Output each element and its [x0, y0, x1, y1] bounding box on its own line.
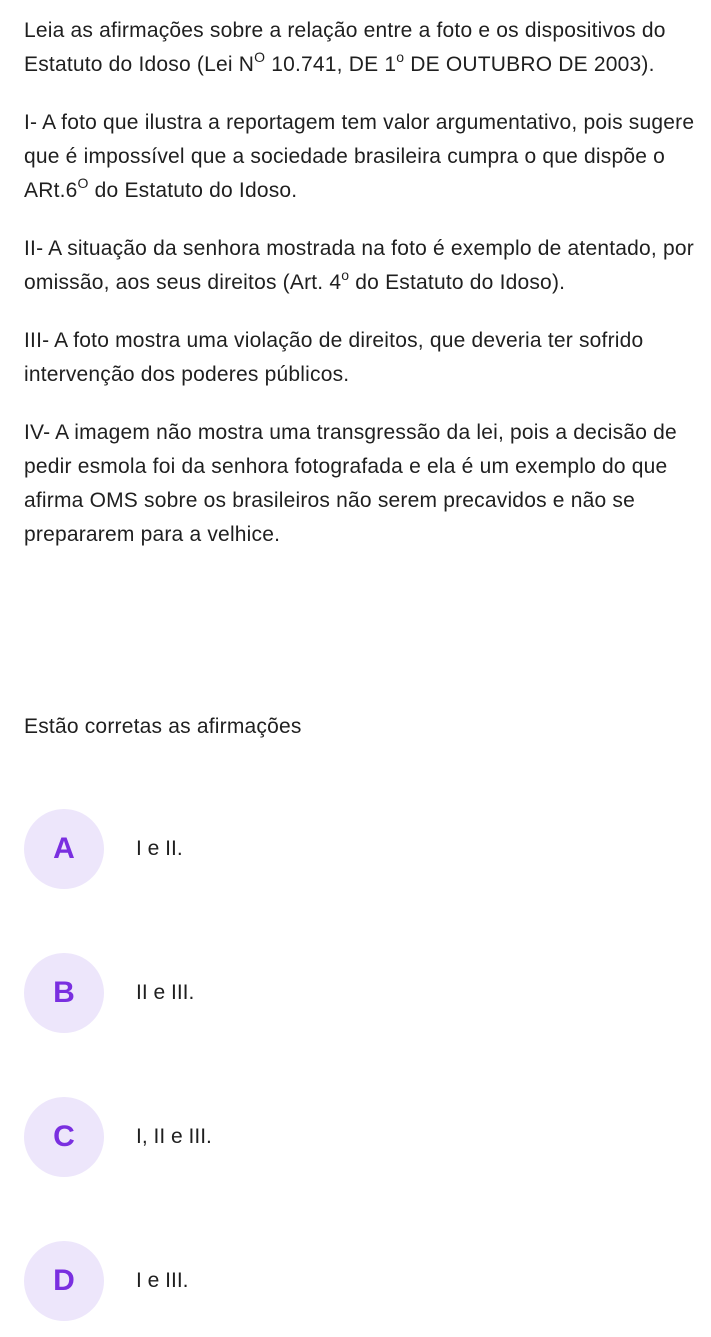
option-b-letter-badge: B: [24, 953, 104, 1033]
option-b-text: II e III.: [136, 981, 195, 1004]
option-a-text: I e II.: [136, 837, 183, 860]
option-c[interactable]: [24, 1097, 212, 1177]
option-a[interactable]: [24, 809, 183, 889]
question-prompt: Estão corretas as afirmações: [24, 715, 302, 738]
statement-3: III- A foto mostra uma violação de direitos, que deveria ter sofrido intervenção dos poderes públicos.: [24, 329, 644, 386]
option-d-text: I e III.: [136, 1269, 189, 1292]
option-c-text: I, II e III.: [136, 1125, 212, 1148]
question-text: [24, 14, 696, 576]
option-d[interactable]: [24, 1241, 189, 1321]
option-d-letter-badge: D: [24, 1241, 104, 1321]
statement-4: IV- A imagem não mostra uma transgressão da lei, pois a decisão de pedir esmola foi da senhora fotografada e ela é um exemplo do que afirma OMS sobre os brasileiros não serem precavidos e não se prepararem para a velhice.: [24, 421, 677, 546]
question-intro: Leia as afirmações sobre a relação entre a foto e os dispositivos do Estatuto do Idoso (Lei $N^O$ 10.741, DE 1$^o$ DE OUTUBRO DE 2003).: [24, 19, 666, 76]
statement-1: I- A foto que ilustra a reportagem tem valor argumentativo, pois sugere que é impossível que a sociedade brasileira cumpra o que dispõe o $ARt.6^O$ do Estatuto do Idoso.: [24, 111, 695, 202]
option-b[interactable]: [24, 953, 194, 1033]
option-c-letter-badge: C: [24, 1097, 104, 1177]
option-a-letter-badge: A: [24, 809, 104, 889]
statement-2: II- A situação da senhora mostrada na foto é exemplo de atentado, por omissão, aos seus direitos (Art. 4$^o$ do Estatuto do Idoso).: [24, 237, 694, 294]
